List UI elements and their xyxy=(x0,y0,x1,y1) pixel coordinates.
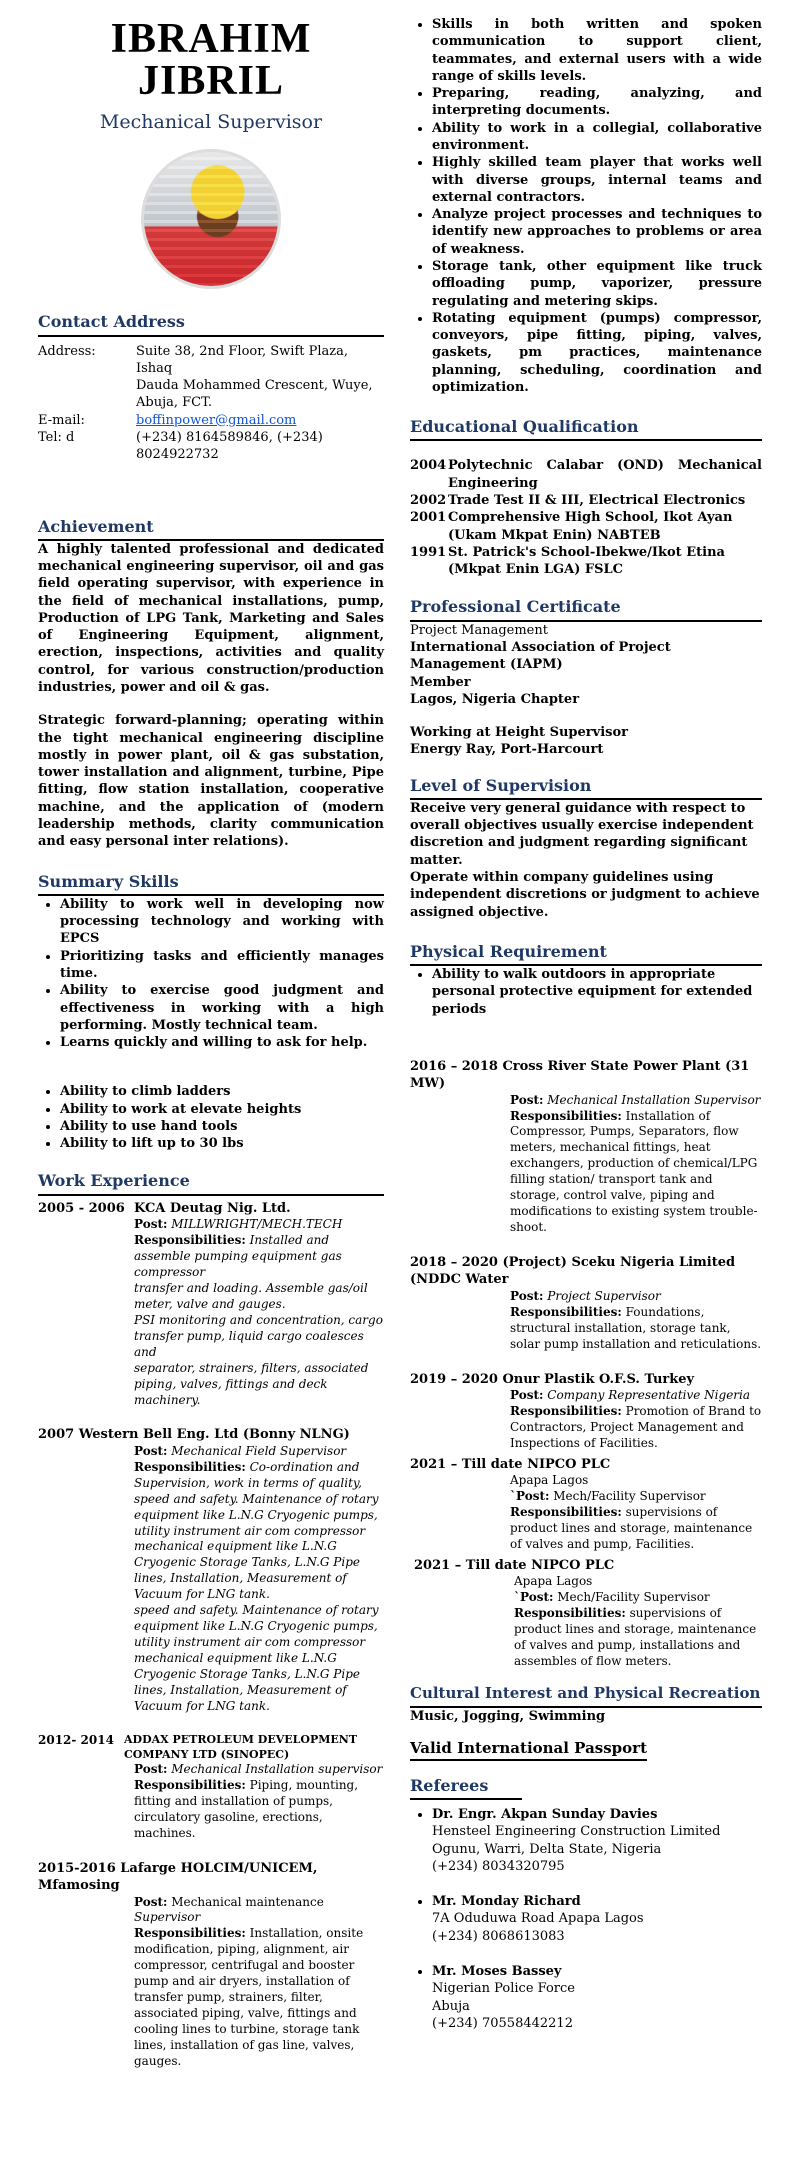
supervision-p2: Operate within company guidelines using independent discretions or judgment to achieve assigned objective. xyxy=(410,870,760,920)
post-label: Post: xyxy=(510,1288,544,1303)
resp-label: Responsibilities: xyxy=(134,1459,246,1474)
work-heading: Work Experience xyxy=(38,1170,384,1195)
list-item: • Ability to climb ladders xyxy=(60,1083,384,1100)
table-row xyxy=(410,544,762,579)
referee-name: • Mr. Monday Richard xyxy=(432,1894,581,1910)
edu-year: 2004 xyxy=(410,458,447,474)
summary-section xyxy=(38,871,384,1153)
referee-line: (+234) 8034320795 xyxy=(432,1858,565,1874)
edu-year: 1991 xyxy=(410,544,447,560)
resp-value: Installed and assemble pumping equipment gas compressor xyxy=(134,1232,342,1279)
list-item: • Skills in both written and spoken communication to support client, teammates, and external users with a wide range of skills levels. xyxy=(432,16,762,85)
post-label: Post: xyxy=(134,1894,168,1909)
physical-list xyxy=(410,966,762,1018)
cultural-text: Music, Jogging, Swimming xyxy=(410,1708,606,1724)
physical-heading: Physical Requirement xyxy=(410,941,762,966)
referee-line: (+234) 70558442212 xyxy=(432,2015,573,2031)
summary-list-2 xyxy=(38,1083,384,1152)
contact-table xyxy=(38,343,384,464)
candidate-name: IBRAHIM JIBRIL xyxy=(110,16,312,104)
supervision-p1: Receive very general guidance with respect to overall objectives usually exercise independent discretion and judgment regarding significant matter. xyxy=(410,800,754,868)
resp-label: Responsibilities: xyxy=(510,1403,622,1418)
summary-heading: Summary Skills xyxy=(38,871,384,896)
cert-line: Project Management xyxy=(410,622,548,638)
table-row xyxy=(410,509,762,544)
cert-line: Lagos, Nigeria Chapter xyxy=(410,691,580,707)
list-item: • Learns quickly and willing to ask for help. xyxy=(60,1034,384,1051)
certificate-section xyxy=(410,596,762,758)
resp-label: Responsibilities: xyxy=(134,1926,246,1941)
left-column xyxy=(38,0,384,2070)
edu-text: Comprehensive High School, Ikot Ayan (Ukam Mkpat Enin) NABTEB xyxy=(448,510,733,543)
email-link[interactable]: boffinpower@gmail.com xyxy=(136,412,297,428)
job-company: KCA Deutag Nig. Ltd. xyxy=(134,1200,291,1216)
job-heading: 2015-2016 Lafarge HOLCIM/UNICEM, Mfamosing xyxy=(38,1860,318,1894)
post-value: Project Supervisor xyxy=(547,1288,661,1303)
resp-line: transfer and loading. Assemble gas/oil meter, valve and gauges. xyxy=(134,1280,368,1311)
job-onur xyxy=(410,1371,762,1452)
work-section xyxy=(38,1170,384,2070)
achievement-section xyxy=(38,516,384,851)
address-label: Address: xyxy=(38,343,96,359)
post-label: Post: xyxy=(510,1387,544,1402)
resp-value: supervisions of product lines and storage, maintenance of valves and pump, Facilities. xyxy=(510,1504,753,1551)
education-section xyxy=(410,416,762,578)
tel-label: Tel: d xyxy=(38,429,75,445)
list-item: • Storage tank, other equipment like truck offloading pump, vaporizer, pressure regulating and metering skips. xyxy=(432,258,762,310)
job-heading: 2021 – Till date NIPCO PLC xyxy=(414,1557,615,1573)
referee-line: Hensteel Engineering Construction Limited xyxy=(432,1824,721,1840)
resp-value: Installation, onsite modification, piping, alignment, air compressor, centrifugal and booster pump and air dryers, installation of transfer pump, strainers, filter, associated piping, valve, fittings and cooling lines to turbine, storage tank lines, installation of gas line, valves, gauges. xyxy=(134,1926,364,2069)
job-date: 2005 - 2006 xyxy=(38,1200,125,1216)
job-kca xyxy=(38,1200,384,1409)
edu-text: Polytechnic Calabar (OND) Mechanical Engineering xyxy=(448,458,762,491)
table-row xyxy=(410,457,762,492)
profile-photo xyxy=(141,149,281,289)
job-cross-river xyxy=(410,1058,762,1236)
cert-line: International Association of Project Management (IAPM) xyxy=(410,639,671,673)
post-value: MILLWRIGHT/MECH.TECH xyxy=(171,1217,343,1232)
post-value: Mechanical Installation Supervisor xyxy=(547,1092,761,1107)
list-item: • Ability to use hand tools xyxy=(60,1118,384,1135)
job-heading: 2016 – 2018 Cross River State Power Plant (31 MW) xyxy=(410,1059,750,1092)
list-item: • Ability to work in a collegial, collaborative environment. xyxy=(432,120,762,155)
email-label: E-mail: xyxy=(38,412,85,428)
edu-year: 2002 xyxy=(410,493,447,509)
achievement-p2: Strategic forward-planning; operating within the tight mechanical engineering discipline mostly in power plant, oil & gas substation, tower installation and alignment, turbine, Pipe fitting, flow station installation, cooperative machine, and the application of (modern leadership methods, clarity communication and easy personal inter relations). xyxy=(38,713,384,850)
skills-list xyxy=(410,16,762,396)
post-label: Post: xyxy=(510,1092,544,1107)
referee-name: • Dr. Engr. Akpan Sunday Davies xyxy=(432,1807,658,1823)
post-label: Post: xyxy=(134,1762,168,1777)
achievement-heading: Achievement xyxy=(38,516,384,541)
post-value: Mechanical Field Supervisor xyxy=(171,1443,347,1458)
job-nipco-2 xyxy=(410,1557,762,1670)
referee-line: Ogunu, Warri, Delta State, Nigeria xyxy=(432,1841,662,1857)
resp-label: Responsibilities: xyxy=(510,1108,622,1123)
post-label: `Post: xyxy=(510,1488,550,1503)
referee-line: Abuja xyxy=(432,1998,470,2014)
edu-year: 2001 xyxy=(410,510,447,526)
list-item xyxy=(432,1893,762,1945)
referees-heading: Referees xyxy=(410,1775,522,1800)
edu-text: Trade Test II & III, Electrical Electronics xyxy=(448,493,746,509)
post-line: Supervisor xyxy=(134,1910,201,1925)
job-nipco-1 xyxy=(410,1456,762,1553)
job-sceku xyxy=(410,1254,762,1352)
resp-label: Responsibilities: xyxy=(514,1605,626,1620)
candidate-role: Mechanical Supervisor xyxy=(99,111,323,133)
post-label: Post: xyxy=(134,1443,168,1458)
resp-value: Installation of Compressor, Pumps, Separators, flow meters, mechanical fittings, heat exchangers, production of chemical/LPG filling station/ transport tank and storage, control valve, piping and modifications to existing system trouble-shoot. xyxy=(510,1108,758,1235)
list-item: • Ability to walk outdoors in appropriate personal protective equipment for extended periods xyxy=(432,966,762,1018)
education-heading: Educational Qualification xyxy=(410,416,762,441)
resp-label: Responsibilities: xyxy=(134,1778,246,1793)
list-item: • Analyze project processes and techniques to identify new approaches to problems or area of weakness. xyxy=(432,206,762,258)
summary-list xyxy=(38,896,384,1052)
referee-line: Nigerian Police Force xyxy=(432,1981,575,1997)
resp-value: Piping, mounting, fitting and installation of pumps, circulatory gasoline, erections, machines. xyxy=(134,1778,359,1840)
contact-heading: Contact Address xyxy=(38,311,384,336)
referee-name: • Mr. Moses Bassey xyxy=(432,1964,562,1980)
resp-value: Co-ordination and Supervision, work in terms of quality, speed and safety. Maintenance of rotary equipment like L.N.G Cryogenic pumps, utility instrument air com compressor mechanical equipment like L.N.G Cryogenic Storage Tanks, L.N.G Pipe lines, Installation, Measurement of Vacuum for LNG tank. xyxy=(134,1459,379,1602)
job-heading: 2018 – 2020 (Project) Sceku Nigeria Limited (NDDC Water xyxy=(410,1255,736,1288)
job-date: 2012- 2014 xyxy=(38,1732,114,1747)
referees-list xyxy=(410,1806,762,2032)
job-company: ADDAX PETROLEUM DEVELOPMENT COMPANY LTD (SINOPEC) xyxy=(124,1732,358,1761)
list-item: • Ability to work well in developing now processing technology and working with EPCS xyxy=(60,896,384,948)
cert-line: Member xyxy=(410,674,471,690)
resp-line: separator, strainers, filters, associated piping, valves, fittings and deck machinery. xyxy=(134,1360,369,1407)
job-addax xyxy=(38,1733,384,1842)
address-line-2: Dauda Mohammed Crescent, Wuye, Abuja, FCT. xyxy=(136,378,373,411)
education-table xyxy=(410,457,762,578)
address-line-1: Suite 38, 2nd Floor, Swift Plaza, Ishaq xyxy=(136,343,349,376)
table-row xyxy=(410,492,762,509)
resp-value: Foundations, structural installation, storage tank, solar pump installation and reticulations. xyxy=(510,1304,762,1351)
resp-line: speed and safety. Maintenance of rotary equipment like L.N.G Cryogenic pumps, utility instrument air com compressor mechanical equipment like L.N.G Cryogenic Storage Tanks, L.N.G Pipe lines, Installation, Measurement of Vacuum for LNG tank. xyxy=(134,1603,379,1713)
referee-line: (+234) 8068613083 xyxy=(432,1928,565,1944)
list-item xyxy=(432,1963,762,2032)
certificate-heading: Professional Certificate xyxy=(410,596,762,621)
job-western-bell xyxy=(38,1426,384,1714)
post-value: Mechanical maintenance xyxy=(171,1894,324,1909)
job-heading: 2019 – 2020 Onur Plastik O.F.S. Turkey xyxy=(410,1371,695,1387)
referees-section xyxy=(410,1775,762,2032)
edu-text: St. Patrick's School-Ibekwe/Ikot Etina (Mkpat Enin LGA) FSLC xyxy=(448,544,725,578)
list-item: • Preparing, reading, analyzing, and interpreting documents. xyxy=(432,85,762,120)
referee-line: 7A Oduduwa Road Apapa Lagos xyxy=(432,1911,644,1927)
list-item xyxy=(432,1806,762,1875)
post-value: Mechanical Installation supervisor xyxy=(171,1762,383,1777)
list-item: • Prioritizing tasks and efficiently manages time. xyxy=(60,948,384,983)
list-item: • Ability to work at elevate heights xyxy=(60,1101,384,1118)
physical-section xyxy=(410,941,762,1018)
supervision-section xyxy=(410,775,762,921)
contact-section xyxy=(38,311,384,463)
list-item: • Rotating equipment (pumps) compressor, conveyors, pipe fitting, piping, valves, gaskets, pm practices, maintenance planning, scheduling, coordination and optimization. xyxy=(432,310,762,396)
post-value: Mech/Facility Supervisor xyxy=(553,1488,706,1503)
right-column xyxy=(410,0,762,2032)
resp-line: PSI monitoring and concentration, cargo xyxy=(134,1312,383,1327)
cultural-section xyxy=(410,1684,762,1725)
job-heading: 2007 Western Bell Eng. Ltd (Bonny NLNG) xyxy=(38,1427,350,1443)
resp-label: Responsibilities: xyxy=(134,1232,246,1247)
resp-line: transfer pump, liquid cargo coalesces and xyxy=(134,1328,364,1359)
supervision-heading: Level of Supervision xyxy=(410,775,762,800)
resp-label: Responsibilities: xyxy=(510,1504,622,1519)
job-location: Apapa Lagos xyxy=(514,1573,593,1588)
resp-value: Promotion of Brand to Contractors, Project Management and Inspections of Facilities. xyxy=(510,1403,762,1450)
cert-line: Energy Ray, Port-Harcourt xyxy=(410,742,604,758)
resp-value: supervisions of product lines and storage, maintenance of valves and pump, installations and assembles of flow meters. xyxy=(514,1605,757,1668)
job-lafarge xyxy=(38,1860,384,2070)
achievement-p1: A highly talented professional and dedicated mechanical engineering supervisor, oil and gas field operating supervisor, with experience in the field of mechanical installations, pump, Production of LPG Tank, Marketing and Sales of Engineering Equipment, alignment, erection, inspections, activities and quality control, for various construction/production industries, power and oil & gas. xyxy=(38,541,384,696)
list-item: • Ability to lift up to 30 lbs xyxy=(60,1135,384,1152)
list-item: • Ability to exercise good judgment and effectiveness in working with a high performing. Mostly technical team. xyxy=(60,982,384,1034)
tel-value: (+234) 8164589846, (+234) 8024922732 xyxy=(136,429,323,463)
passport-line: Valid International Passport xyxy=(410,1739,647,1761)
resp-label: Responsibilities: xyxy=(510,1304,622,1319)
list-item: • Highly skilled team player that works well with diverse groups, internal teams and external contractors. xyxy=(432,154,762,206)
post-label: `Post: xyxy=(514,1589,554,1604)
job-heading: 2021 – Till date NIPCO PLC xyxy=(410,1456,611,1472)
cert-line: Working at Height Supervisor xyxy=(410,725,628,741)
post-label: Post: xyxy=(134,1217,168,1232)
job-location: Apapa Lagos xyxy=(510,1472,589,1487)
cultural-heading: Cultural Interest and Physical Recreation xyxy=(410,1684,762,1708)
post-value: Company Representative Nigeria xyxy=(547,1387,751,1402)
post-value: Mech/Facility Supervisor xyxy=(557,1589,710,1604)
